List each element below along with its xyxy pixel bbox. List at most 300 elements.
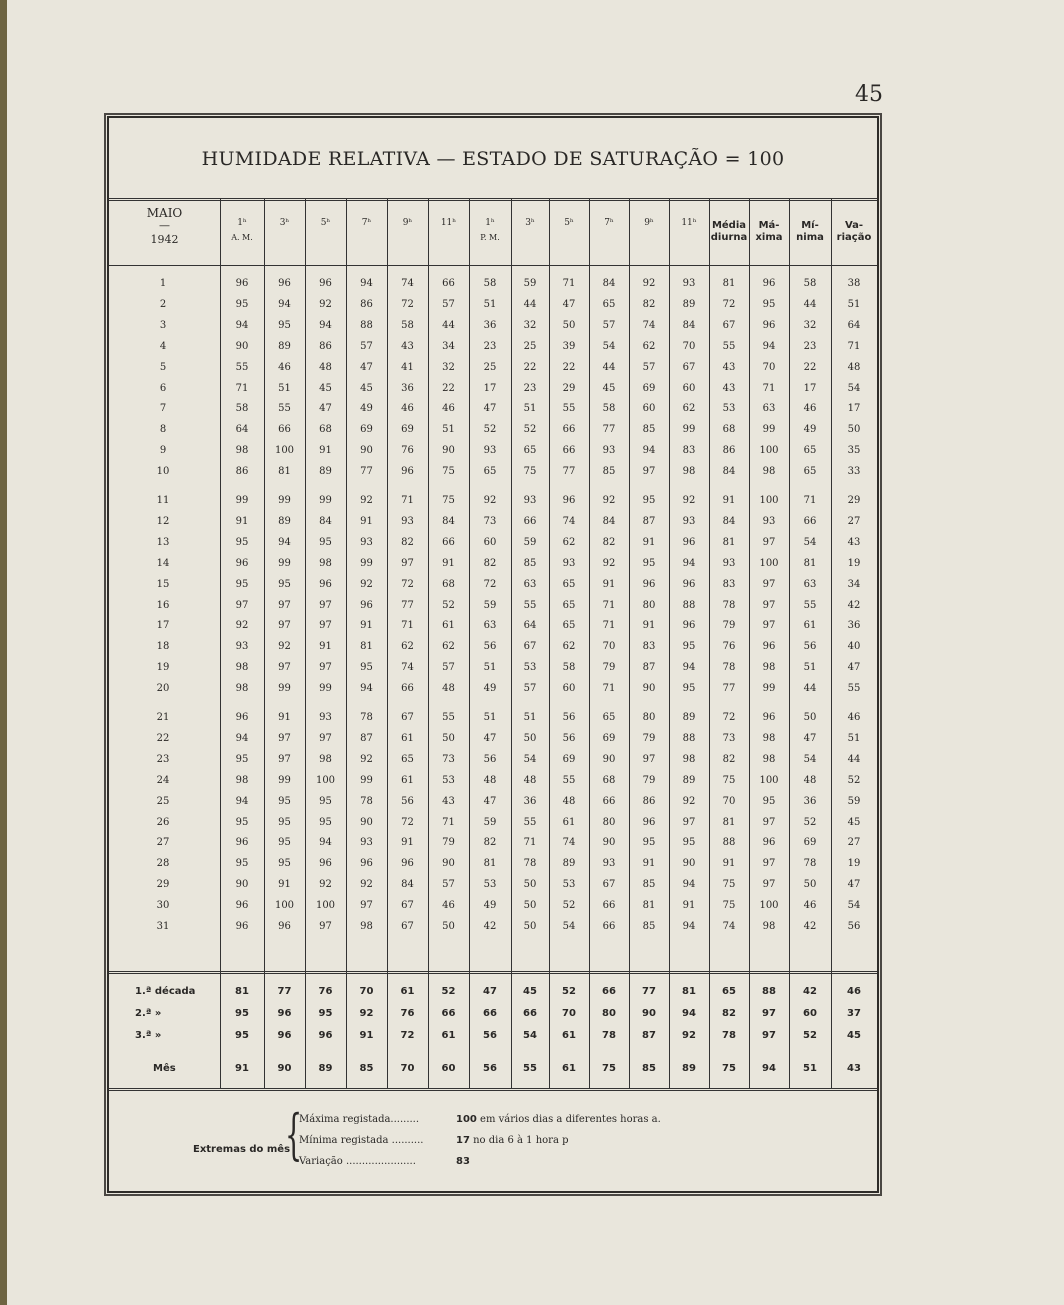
summary-cell: 81 xyxy=(682,986,696,997)
table-cell: 74 xyxy=(562,837,576,849)
table-cell: 78 xyxy=(722,662,736,674)
table-cell: 81 xyxy=(642,900,656,912)
table-cell: 73 xyxy=(442,753,455,765)
table-cell: 94 xyxy=(360,683,373,695)
table-cell: 73 xyxy=(722,732,736,744)
table-cell: 49 xyxy=(483,900,497,912)
table-cell: 91 xyxy=(642,536,656,548)
table-cell: 78 xyxy=(523,858,537,870)
table-cell: 83 xyxy=(642,641,656,653)
day-number: 15 xyxy=(156,578,170,590)
table-cell: 71 xyxy=(523,837,537,849)
day-number: 1 xyxy=(159,278,167,289)
table-cell: 43 xyxy=(401,340,414,352)
table-cell: 93 xyxy=(319,712,332,723)
table-cell: 97 xyxy=(642,466,656,478)
day-number: 21 xyxy=(156,712,170,723)
table-cell: 92 xyxy=(602,495,616,506)
table-cell: 96 xyxy=(682,620,696,632)
table-cell: 55 xyxy=(722,340,736,352)
table-cell: 67 xyxy=(523,641,537,653)
summary-cell: 91 xyxy=(359,1030,374,1041)
table-cell: 82 xyxy=(642,298,656,310)
table-cell: 93 xyxy=(360,536,373,548)
table-cell: 93 xyxy=(762,515,776,527)
table-cell: 57 xyxy=(442,879,455,891)
table-cell: 51 xyxy=(483,712,497,723)
table-cell: 25 xyxy=(523,340,537,352)
day-number: 27 xyxy=(156,837,170,849)
footer-rule xyxy=(109,1088,877,1091)
table-cell: 29 xyxy=(847,495,861,506)
table-cell: 61 xyxy=(401,774,414,786)
table-cell: 95 xyxy=(682,641,696,653)
table-cell: 98 xyxy=(762,466,776,478)
table-cell: 86 xyxy=(235,466,249,478)
table-cell: 22 xyxy=(562,361,576,373)
table-cell: 51 xyxy=(483,662,497,674)
table-cell: 60 xyxy=(562,683,576,695)
table-cell: 94 xyxy=(235,319,249,331)
summary-cell: 91 xyxy=(235,1063,249,1074)
summary-cell: 90 xyxy=(277,1063,292,1074)
table-cell: 56 xyxy=(562,732,576,744)
table-cell: 97 xyxy=(319,921,332,932)
table-cell: 96 xyxy=(360,599,373,611)
table-cell: 57 xyxy=(360,340,373,352)
table-cell: 23 xyxy=(483,340,497,352)
table-cell: 45 xyxy=(360,382,373,394)
table-cell: 95 xyxy=(278,795,291,807)
summary-cell: 95 xyxy=(318,1008,333,1019)
footer-max-label: Máxima registada......... xyxy=(299,1114,420,1125)
summary-cell: 52 xyxy=(562,986,576,997)
table-cell: 94 xyxy=(319,319,332,331)
table-cell: 72 xyxy=(401,578,414,590)
column-header-top: 11ʰ xyxy=(681,218,697,228)
summary-cell: 61 xyxy=(562,1030,576,1041)
table-cell: 98 xyxy=(319,557,332,569)
table-cell: 93 xyxy=(682,278,696,289)
table-cell: 90 xyxy=(235,879,249,891)
table-cell: 96 xyxy=(319,578,332,590)
table-cell: 94 xyxy=(235,732,249,744)
summary-label: 2.ª » xyxy=(135,1008,162,1019)
table-cell: 98 xyxy=(762,662,776,674)
table-cell: 95 xyxy=(319,795,332,807)
summary-cell: 45 xyxy=(523,986,537,997)
table-cell: 91 xyxy=(722,858,736,870)
table-cell: 46 xyxy=(803,900,817,912)
column-header-top: 7ʰ xyxy=(361,218,372,228)
table-cell: 97 xyxy=(319,620,332,632)
column-header-bottom: nima xyxy=(796,232,824,243)
table-cell: 75 xyxy=(722,774,736,786)
table-cell: 27 xyxy=(847,515,861,527)
summary-cell: 47 xyxy=(483,986,497,997)
table-cell: 66 xyxy=(401,683,414,695)
summary-cell: 52 xyxy=(803,1030,817,1041)
table-cell: 51 xyxy=(278,382,291,394)
table-cell: 92 xyxy=(360,753,373,765)
table-cell: 72 xyxy=(722,298,736,310)
table-cell: 71 xyxy=(803,495,817,506)
table-cell: 91 xyxy=(602,578,616,590)
table-cell: 67 xyxy=(722,319,736,331)
table-cell: 66 xyxy=(562,445,576,457)
table-cell: 50 xyxy=(803,712,817,723)
table-cell: 90 xyxy=(642,683,656,695)
table-cell: 79 xyxy=(442,837,455,849)
summary-cell: 96 xyxy=(318,1030,333,1041)
day-number: 4 xyxy=(159,340,167,352)
summary-cell: 85 xyxy=(359,1063,374,1074)
table-cell: 96 xyxy=(319,858,332,870)
table-cell: 44 xyxy=(442,319,455,331)
table-cell: 65 xyxy=(523,445,537,457)
table-cell: 96 xyxy=(562,495,576,506)
table-cell: 92 xyxy=(319,879,332,891)
table-cell: 100 xyxy=(274,900,295,912)
table-cell: 47 xyxy=(319,403,332,415)
table-cell: 68 xyxy=(722,424,736,436)
table-cell: 42 xyxy=(803,921,817,932)
table-cell: 98 xyxy=(235,445,249,457)
table-cell: 82 xyxy=(483,837,497,849)
day-number: 20 xyxy=(156,683,170,695)
table-cell: 46 xyxy=(401,403,414,415)
table-cell: 22 xyxy=(442,382,455,394)
footer-variation-label: Variação ...................... xyxy=(299,1156,416,1167)
table-cell: 47 xyxy=(847,879,861,891)
table-cell: 68 xyxy=(442,578,455,590)
table-cell: 96 xyxy=(235,837,249,849)
column-header-top: 9ʰ xyxy=(644,218,654,228)
table-cell: 99 xyxy=(360,774,373,786)
summary-cell: 85 xyxy=(642,1063,656,1074)
table-cell: 70 xyxy=(762,361,776,373)
table-cell: 65 xyxy=(562,620,576,632)
table-cell: 65 xyxy=(803,445,817,457)
table-cell: 71 xyxy=(235,382,249,394)
table-cell: 90 xyxy=(682,858,696,870)
table-cell: 98 xyxy=(360,921,373,932)
table-cell: 97 xyxy=(278,599,291,611)
table-cell: 69 xyxy=(360,424,373,436)
table-cell: 22 xyxy=(803,361,817,373)
table-cell: 93 xyxy=(360,837,373,849)
table-cell: 91 xyxy=(642,858,656,870)
table-cell: 27 xyxy=(847,837,861,849)
table-cell: 90 xyxy=(442,858,455,870)
table-cell: 85 xyxy=(523,557,537,569)
table-cell: 85 xyxy=(602,466,616,478)
table-cell: 65 xyxy=(562,578,576,590)
summary-cell: 94 xyxy=(682,1008,696,1019)
table-cell: 96 xyxy=(401,466,414,478)
table-cell: 47 xyxy=(847,662,861,674)
table-cell: 65 xyxy=(602,712,616,723)
table-cell: 99 xyxy=(682,424,696,436)
table-cell: 51 xyxy=(847,732,861,744)
table-cell: 53 xyxy=(722,403,736,415)
table-cell: 86 xyxy=(722,445,736,457)
table-cell: 98 xyxy=(235,683,249,695)
table-cell: 70 xyxy=(722,795,736,807)
table-cell: 71 xyxy=(401,495,414,506)
humidity-table-frame xyxy=(107,116,879,1193)
table-cell: 65 xyxy=(483,466,497,478)
summary-cell: 77 xyxy=(642,986,656,997)
table-cell: 56 xyxy=(803,641,817,653)
table-cell: 36 xyxy=(483,319,497,331)
summary-cell: 90 xyxy=(642,1008,656,1019)
column-header-top: 1ʰ xyxy=(485,218,495,228)
table-cell: 98 xyxy=(319,753,332,765)
table-cell: 84 xyxy=(401,879,414,891)
table-cell: 58 xyxy=(602,403,616,415)
table-cell: 95 xyxy=(642,557,656,569)
table-cell: 90 xyxy=(442,445,455,457)
table-cell: 81 xyxy=(360,641,373,653)
table-cell: 47 xyxy=(360,361,373,373)
table-cell: 36 xyxy=(803,795,817,807)
day-number: 17 xyxy=(156,620,170,632)
table-cell: 51 xyxy=(847,298,861,310)
summary-cell: 89 xyxy=(682,1063,696,1074)
table-cell: 95 xyxy=(235,298,249,310)
table-cell: 50 xyxy=(523,879,537,891)
table-cell: 80 xyxy=(602,816,616,828)
table-cell: 48 xyxy=(483,774,497,786)
day-number: 6 xyxy=(159,382,167,394)
table-cell: 96 xyxy=(762,712,776,723)
table-cell: 97 xyxy=(360,900,373,912)
table-cell: 63 xyxy=(762,403,776,415)
table-cell: 60 xyxy=(682,382,696,394)
table-cell: 77 xyxy=(360,466,373,478)
column-header-top: 3ʰ xyxy=(525,218,535,228)
table-cell: 87 xyxy=(642,515,656,527)
table-cell: 53 xyxy=(442,774,455,786)
table-cell: 54 xyxy=(803,753,817,765)
table-cell: 70 xyxy=(602,641,616,653)
table-cell: 87 xyxy=(642,662,656,674)
table-cell: 97 xyxy=(762,620,776,632)
footer-variation-value: 83 xyxy=(456,1156,470,1167)
table-cell: 97 xyxy=(762,536,776,548)
table-cell: 85 xyxy=(642,921,656,932)
summary-cell: 96 xyxy=(277,1030,292,1041)
summary-rule xyxy=(109,971,877,974)
summary-cell: 94 xyxy=(762,1063,776,1074)
table-cell: 62 xyxy=(562,641,576,653)
table-cell: 95 xyxy=(642,837,656,849)
table-cell: 97 xyxy=(278,620,291,632)
table-cell: 54 xyxy=(523,753,537,765)
table-cell: 69 xyxy=(401,424,414,436)
summary-cell: 78 xyxy=(602,1030,616,1041)
summary-cell: 60 xyxy=(803,1008,817,1019)
table-cell: 29 xyxy=(562,382,576,394)
table-cell: 70 xyxy=(682,340,696,352)
day-number: 18 xyxy=(156,641,170,653)
column-header-bottom: A. M. xyxy=(231,233,253,242)
summary-cell: 76 xyxy=(400,1008,415,1019)
table-cell: 96 xyxy=(762,319,776,331)
table-cell: 71 xyxy=(602,683,616,695)
table-cell: 95 xyxy=(319,816,332,828)
table-cell: 54 xyxy=(562,921,576,932)
table-cell: 91 xyxy=(235,515,249,527)
table-cell: 99 xyxy=(278,774,291,786)
table-cell: 65 xyxy=(562,599,576,611)
table-cell: 67 xyxy=(682,361,696,373)
table-cell: 74 xyxy=(642,319,656,331)
table-cell: 93 xyxy=(682,515,696,527)
page-number: 45 xyxy=(855,82,883,107)
table-cell: 61 xyxy=(442,620,455,632)
table-cell: 66 xyxy=(523,515,537,527)
table-cell: 77 xyxy=(602,424,616,436)
table-cell: 95 xyxy=(278,858,291,870)
day-number: 29 xyxy=(156,879,170,891)
table-cell: 89 xyxy=(562,858,576,870)
header-month: MAIO xyxy=(146,206,183,220)
table-cell: 75 xyxy=(722,900,736,912)
table-cell: 44 xyxy=(803,298,817,310)
table-cell: 71 xyxy=(847,340,861,352)
table-cell: 17 xyxy=(483,382,497,394)
summary-cell: 42 xyxy=(803,986,817,997)
table-cell: 60 xyxy=(483,536,497,548)
table-cell: 52 xyxy=(562,900,576,912)
summary-cell: 55 xyxy=(523,1063,537,1074)
table-cell: 94 xyxy=(682,557,696,569)
table-cell: 58 xyxy=(235,403,249,415)
table-cell: 47 xyxy=(483,403,497,415)
table-cell: 48 xyxy=(847,361,861,373)
table-cell: 97 xyxy=(319,599,332,611)
table-cell: 58 xyxy=(562,662,576,674)
day-number: 8 xyxy=(159,424,167,436)
table-cell: 71 xyxy=(602,599,616,611)
table-cell: 44 xyxy=(847,753,861,765)
table-cell: 98 xyxy=(235,774,249,786)
table-cell: 91 xyxy=(319,641,332,653)
table-cell: 85 xyxy=(642,424,656,436)
summary-cell: 82 xyxy=(722,1008,736,1019)
table-cell: 78 xyxy=(360,712,373,723)
table-cell: 58 xyxy=(803,278,817,289)
table-cell: 62 xyxy=(562,536,576,548)
table-cell: 100 xyxy=(315,900,336,912)
day-number: 13 xyxy=(156,536,170,548)
table-cell: 72 xyxy=(483,578,497,590)
table-cell: 52 xyxy=(483,424,497,436)
table-cell: 71 xyxy=(602,620,616,632)
summary-cell: 75 xyxy=(722,1063,736,1074)
table-cell: 95 xyxy=(762,298,776,310)
footer-brace: { xyxy=(285,1103,303,1166)
table-cell: 94 xyxy=(762,340,776,352)
table-cell: 93 xyxy=(562,557,576,569)
table-cell: 51 xyxy=(442,424,455,436)
table-cell: 66 xyxy=(278,424,291,436)
table-cell: 50 xyxy=(442,732,455,744)
table-cell: 96 xyxy=(235,557,249,569)
table-cell: 19 xyxy=(847,858,861,870)
table-cell: 57 xyxy=(642,361,656,373)
table-cell: 79 xyxy=(602,662,616,674)
table-cell: 35 xyxy=(847,445,861,457)
table-cell: 96 xyxy=(235,278,249,289)
table-cell: 91 xyxy=(682,900,696,912)
table-cell: 88 xyxy=(682,599,696,611)
table-cell: 49 xyxy=(803,424,817,436)
table-cell: 97 xyxy=(319,732,332,744)
table-cell: 82 xyxy=(722,753,736,765)
day-number: 11 xyxy=(156,495,170,506)
table-cell: 71 xyxy=(562,278,576,289)
table-cell: 88 xyxy=(360,319,373,331)
table-cell: 53 xyxy=(523,662,537,674)
table-cell: 68 xyxy=(602,774,616,786)
table-cell: 81 xyxy=(722,278,736,289)
table-cell: 17 xyxy=(847,403,861,415)
table-cell: 38 xyxy=(847,278,861,289)
table-cell: 59 xyxy=(483,599,497,611)
day-number: 25 xyxy=(156,795,170,807)
table-cell: 92 xyxy=(602,557,616,569)
summary-cell: 61 xyxy=(400,986,415,997)
table-cell: 98 xyxy=(235,662,249,674)
table-cell: 66 xyxy=(602,900,616,912)
table-cell: 91 xyxy=(319,445,332,457)
table-cell: 66 xyxy=(442,278,455,289)
table-cell: 96 xyxy=(278,278,291,289)
table-cell: 96 xyxy=(360,858,373,870)
column-header-bottom: riação xyxy=(836,232,872,243)
table-cell: 48 xyxy=(562,795,576,807)
table-cell: 84 xyxy=(722,515,736,527)
table-cell: 96 xyxy=(319,278,332,289)
summary-cell: 37 xyxy=(847,1008,861,1019)
table-cell: 36 xyxy=(523,795,537,807)
table-cell: 75 xyxy=(523,466,537,478)
table-cell: 67 xyxy=(602,879,616,891)
table-cell: 59 xyxy=(483,816,497,828)
table-cell: 81 xyxy=(803,557,817,569)
table-cell: 93 xyxy=(401,515,414,527)
table-cell: 51 xyxy=(523,403,537,415)
table-cell: 50 xyxy=(442,921,455,932)
summary-cell: 78 xyxy=(722,1030,736,1041)
table-cell: 73 xyxy=(483,515,497,527)
table-cell: 94 xyxy=(235,795,249,807)
table-cell: 53 xyxy=(483,879,497,891)
table-cell: 56 xyxy=(483,753,497,765)
table-cell: 42 xyxy=(483,921,497,932)
table-cell: 98 xyxy=(682,466,696,478)
table-cell: 95 xyxy=(235,753,249,765)
summary-cell: 66 xyxy=(602,986,616,997)
table-cell: 48 xyxy=(442,683,455,695)
table-cell: 94 xyxy=(682,662,696,674)
table-cell: 59 xyxy=(523,536,537,548)
table-cell: 50 xyxy=(803,879,817,891)
summary-cell: 70 xyxy=(359,986,374,997)
